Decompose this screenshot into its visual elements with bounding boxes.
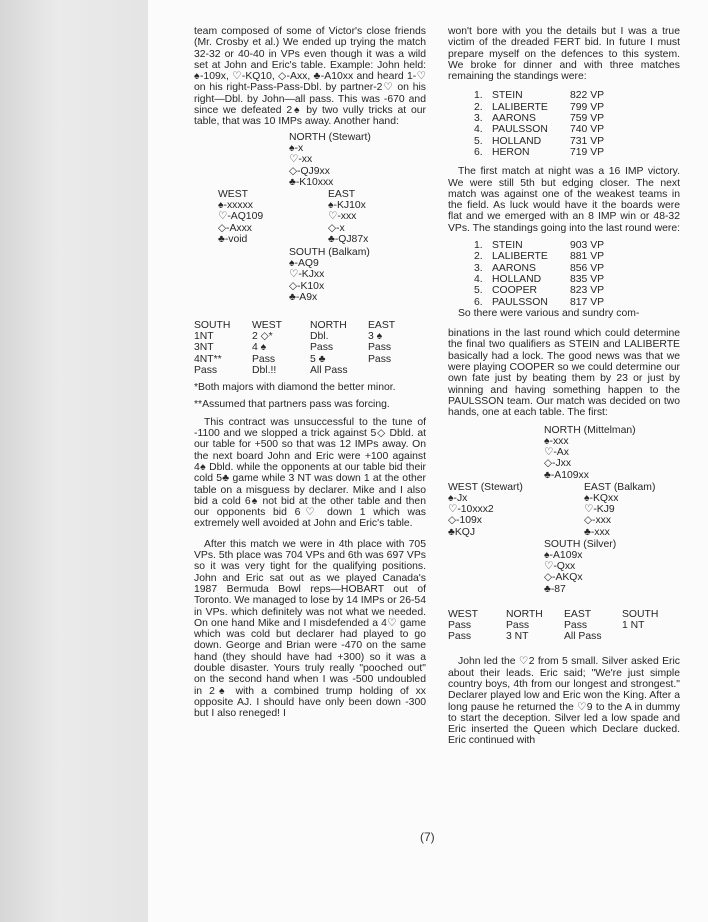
hand-line: ♡-Qxx xyxy=(544,561,576,573)
auction-cell: 1NT xyxy=(194,330,214,342)
hand-line: ♣KQJ xyxy=(448,526,476,538)
standings-row xyxy=(474,263,604,274)
standings-row xyxy=(474,240,604,251)
standings-row xyxy=(474,102,604,113)
deal-diagram-2 xyxy=(448,425,680,609)
auction-cell: Pass xyxy=(448,631,472,643)
hand-line: WEST (Stewart) xyxy=(448,481,523,493)
auction-cell: 3NT xyxy=(194,342,214,354)
rank: 5. xyxy=(474,285,483,297)
team-name: PAULSSON xyxy=(492,296,548,308)
east-hand xyxy=(584,482,655,538)
left-paragraph-1: team composed of some of Victor's close friends (Mr. Crosby et al.) We ended up trying the match 32-32 or 40-40 in VPs even though it was a wild set at John and Eric's table. Example: John held: ♠-109x, ♡-KQ10, ◇-Axx, ♣-A10xx and heard 1-♡ on his right-Pass-Pass-Dbl. by partner-2♡ on his right—Dbl. by John—all pass. This was -670 and since we defeated 2♠ by two vully tricks at our table, that was 10 IMPs away. Another hand: xyxy=(194,26,426,128)
hand-line: ◇-K10x xyxy=(289,280,325,292)
hand-line: NORTH (Stewart) xyxy=(289,131,371,143)
hand-line: ♠-xxxxx xyxy=(218,199,253,211)
auction-header: WEST xyxy=(252,319,283,331)
vp-score: 731 VP xyxy=(570,135,605,147)
team-name: STEIN xyxy=(492,240,523,252)
west-hand xyxy=(218,189,263,245)
auction-cell: Pass xyxy=(506,619,530,631)
standings-row xyxy=(474,285,604,296)
standings-table-2 xyxy=(474,240,604,308)
auction-table-2 xyxy=(448,609,680,643)
standings-row xyxy=(474,136,604,147)
hand-line: ♠-A109x xyxy=(544,549,583,561)
auction-cell xyxy=(368,365,426,376)
hand-line: WEST xyxy=(218,188,249,200)
right-paragraph-3b: binations in the last round which could determine the final two qualifiers as STEIN and LALIBERTE basically had a lock. The good news was that we were playing COOPER so we could determine our own fate just by beating them by 23 or just by winning and having something happen to the PAULSSON team. Our match was decided on two hands, one at each table. The first: xyxy=(448,328,680,419)
hand-line: EAST xyxy=(328,188,356,200)
auction-cell: 1 NT xyxy=(622,619,645,631)
auction-cell: 3 NT xyxy=(506,631,529,643)
rank: 2. xyxy=(474,101,483,113)
auction-cell: 3 ♠ xyxy=(368,330,383,342)
vp-score: 759 VP xyxy=(570,113,605,125)
standings-row xyxy=(474,274,604,285)
rank: 1. xyxy=(474,240,483,252)
team-name: AARONS xyxy=(492,113,536,125)
standings-row xyxy=(474,251,604,262)
auction-table-1 xyxy=(194,320,426,376)
auction-cell: Pass xyxy=(368,342,392,354)
auction-cell: Pass xyxy=(310,342,334,354)
standings-row xyxy=(474,90,604,101)
auction-cell: Pass xyxy=(448,619,472,631)
hand-line: EAST (Balkam) xyxy=(584,481,656,493)
vp-score: 835 VP xyxy=(570,273,605,285)
hand-line: ♠-KQxx xyxy=(584,492,619,504)
vp-score: 799 VP xyxy=(570,101,605,113)
auction-cell xyxy=(622,631,680,642)
auction-header: NORTH xyxy=(506,608,543,620)
right-paragraph-2: The first match at night was a 16 IMP victory. We were still 5th but edging closer. The next match was against one of the weakest teams in the field. As luck would have it the boards were flat and we emerged with an 8 IMP win or 48-32 VPs. The standings going into the last round were: xyxy=(448,166,681,234)
standings-table-1 xyxy=(474,90,604,158)
vp-score: 740 VP xyxy=(570,124,605,136)
rank: 5. xyxy=(474,135,483,147)
team-name: HOLLAND xyxy=(492,135,542,147)
standings-row xyxy=(474,124,604,135)
hand-line: ♠-x xyxy=(289,142,304,154)
left-column xyxy=(194,26,426,719)
standings-row xyxy=(474,113,604,124)
page-number: (7) xyxy=(420,830,435,844)
hand-line: NORTH (Mittelman) xyxy=(544,424,636,436)
team-name: LALIBERTE xyxy=(492,101,548,113)
hand-line: ◇-x xyxy=(328,222,345,234)
hand-line: ♣-K10xxx xyxy=(289,176,334,188)
team-name: LALIBERTE xyxy=(492,251,548,263)
hand-line: ♣-void xyxy=(218,233,248,245)
rank: 3. xyxy=(474,113,483,125)
right-paragraph-4: John led the ♡2 from 5 small. Silver asked Eric about their leads. Eric said; "We're just simple country boys, 4th from our longest and strongest." Declarer played low and Eric won the King. After a long pause he returned the ♡9 to the A in dummy to start the deception. Silver led a low spade and Eric inserted the Queen which Declare ducked. Eric continued with xyxy=(448,656,680,747)
rank: 2. xyxy=(474,251,483,263)
hand-line: ♡-xxx xyxy=(328,211,357,223)
hand-line: ◇-QJ9xx xyxy=(289,165,330,177)
right-paragraph-1: won't bore with you the details but I was a true victim of the dreaded FERT bid. In future I must prepare myself on the defences to this system. We broke for dinner and with three matches remaining the standings were: xyxy=(448,26,680,83)
hand-line: ♣-xxx xyxy=(584,526,610,538)
west-hand xyxy=(448,482,523,538)
auction-cell: All Pass xyxy=(310,364,348,376)
vp-score: 856 VP xyxy=(570,262,605,274)
right-column xyxy=(448,26,680,747)
hand-line: ◇-AKQx xyxy=(544,572,583,584)
auction-cell: 4 ♠ xyxy=(252,342,267,354)
left-paragraph-3: After this match we were in 4th place with 705 VPs. 5th place was 704 VPs and 6th was 697 VPs so it was very tight for the qualifying positions. John and Eric sat out as we played Canada's 1987 Bermuda Bowl reps—HOBART out of Toronto. We managed to lose by 14 IMPs or 26-54 in VPs. which definitely was not what we needed. On one hand Mike and I misdefended a 4♡ game which was cold but declarer had played to go down. George and Brian were -470 on the same hand (they should have had +300) so it was a double disaster. Yours truly really "pooched out" on the second hand when I was -500 undoubled in 2♠ with a combined trump holding of xx opposite AJ. I should have only been down -300 but I also reneged! I xyxy=(194,538,426,720)
hand-line: ♠-AQ9 xyxy=(289,257,319,269)
hand-line: SOUTH (Silver) xyxy=(544,538,617,550)
auction-cell: 4NT** xyxy=(194,353,222,365)
team-name: STEIN xyxy=(492,90,523,102)
hand-line: SOUTH (Balkam) xyxy=(289,246,370,258)
rank: 4. xyxy=(474,124,483,136)
auction-cell: 5 ♣ xyxy=(310,353,326,365)
hand-line: ♣-A9x xyxy=(289,291,318,303)
south-hand xyxy=(289,247,370,303)
deal-diagram-1 xyxy=(194,132,426,320)
auction-cell: Dbl. xyxy=(310,330,329,342)
auction-cell: Pass xyxy=(564,619,588,631)
rank: 6. xyxy=(474,296,483,308)
vp-score: 719 VP xyxy=(570,146,605,158)
hand-line: ♣-A109xx xyxy=(544,469,589,481)
east-hand xyxy=(328,189,368,245)
auction-cell: Pass xyxy=(252,353,276,365)
hand-line: ♡-AQ109 xyxy=(218,211,264,223)
north-hand xyxy=(289,132,371,188)
auction-header: SOUTH xyxy=(622,608,659,620)
vp-score: 881 VP xyxy=(570,251,605,263)
hand-line: ♡-KJxx xyxy=(289,269,325,281)
team-name: AARONS xyxy=(492,262,536,274)
standings-row xyxy=(474,147,604,158)
rank: 4. xyxy=(474,273,483,285)
hand-line: ♠-xxx xyxy=(544,435,569,447)
right-paragraph-3a: So there were various and sundry com- xyxy=(458,307,640,319)
rank: 3. xyxy=(474,262,483,274)
rank: 1. xyxy=(474,90,483,102)
footnote-1: *Both majors with diamond the better minor. xyxy=(194,382,396,394)
auction-cell: Pass xyxy=(368,353,392,365)
vp-score: 823 VP xyxy=(570,285,605,297)
page-edge-shadow xyxy=(0,0,148,922)
hand-line: ♡-Ax xyxy=(544,447,569,459)
hand-line: ♣-QJ87x xyxy=(328,233,369,245)
auction-cell: 2 ◇* xyxy=(252,330,273,342)
auction-header: WEST xyxy=(448,608,479,620)
team-name: HERON xyxy=(492,146,530,158)
hand-line: ♣-87 xyxy=(544,583,566,595)
auction-header: EAST xyxy=(368,319,396,331)
hand-line: ♡-xx xyxy=(289,154,313,166)
auction-cell: Dbl.!! xyxy=(252,364,277,376)
left-paragraph-2: This contract was unsuccessful to the tune of -1100 and we slopped a trick against 5◇ Dbld. at our table for +500 so that was 12 IMPs away. On the next board John and Eric were +100 against 4♠ Dbld. while the opponents at our table bid their cold 5♣ game while 3 NT was down 1 at the other table on a misguess by declarer. Mike and I also bid a cold 6♠ not bid at the other table and then our opponents bid 6♡ down 1 which was extremely well avoided at John and Eric's table. xyxy=(194,416,426,530)
auction-header: EAST xyxy=(564,608,592,620)
auction-header: NORTH xyxy=(310,319,347,331)
rank: 6. xyxy=(474,146,483,158)
vp-score: 903 VP xyxy=(570,240,605,252)
vp-score: 817 VP xyxy=(570,296,605,308)
hand-line: ◇-Axxx xyxy=(218,222,252,234)
hand-line: ♡-10xxx2 xyxy=(448,504,494,516)
vp-score: 822 VP xyxy=(570,90,605,102)
north-hand xyxy=(544,425,636,481)
auction-cell: Pass xyxy=(194,364,218,376)
team-name: COOPER xyxy=(492,285,538,297)
footnote-2: **Assumed that partners pass was forcing. xyxy=(194,399,390,411)
team-name: HOLLAND xyxy=(492,273,542,285)
hand-line: ♠-KJ10x xyxy=(328,199,366,211)
hand-line: ◇-109x xyxy=(448,515,482,527)
hand-line: ♡-KJ9 xyxy=(584,504,615,516)
hand-line: ◇-xxx xyxy=(584,515,612,527)
hand-line: ◇-Jxx xyxy=(544,458,572,470)
auction-header: SOUTH xyxy=(194,319,231,331)
team-name: PAULSSON xyxy=(492,124,548,136)
south-hand xyxy=(544,539,616,595)
auction-cell: All Pass xyxy=(564,631,602,643)
hand-line: ♠-Jx xyxy=(448,492,468,504)
standings-row xyxy=(474,297,604,308)
